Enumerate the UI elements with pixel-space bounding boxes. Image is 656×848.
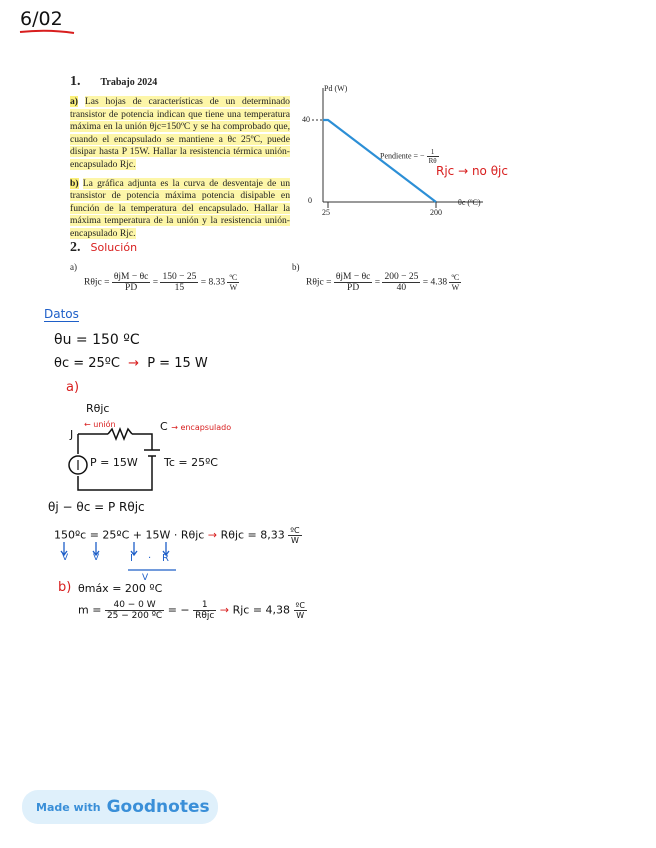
notes-line2: θc = 25ºC → P = 15 W bbox=[54, 356, 208, 371]
notes-datos-heading: Datos bbox=[44, 307, 79, 321]
graph-slope-label: Pendiente = − $\frac{1}{R\theta}$ bbox=[380, 148, 437, 165]
notes-b-line1: θmáx = 200 ºC bbox=[78, 582, 163, 595]
notes-eq2: 150ºc = 25ºC + 15W · Rθjc → Rθjc = 8,33 $\frac{\text{ºC}}{W}$ bbox=[54, 526, 300, 545]
problem-part-a: a) Las hojas de características de un determinado transistor de potencia indican que tiene una temperatura máxima en la unión θjc=150ºC y se ha comprobado que, cuando el encapsulado se mantiene a θc 25ºC, puede disipar hasta P 15W. Hallar la resistencia térmica unión-encapsulado Rjc. bbox=[70, 96, 290, 170]
eq-annotations bbox=[56, 540, 196, 580]
eq-i-label: I bbox=[130, 553, 133, 564]
page-label: 6/02 bbox=[20, 8, 63, 30]
solution-header: 2. Solución bbox=[70, 240, 138, 255]
graph-x-tick-200: 200 bbox=[430, 208, 442, 217]
notes-part-b: b) bbox=[58, 580, 72, 595]
problem-number: 1. bbox=[70, 74, 81, 89]
circuit-c-label: C → encapsulado bbox=[160, 420, 232, 433]
eq-v-label-1: V bbox=[62, 553, 69, 563]
graph-origin: 0 bbox=[308, 196, 312, 205]
badge-brand: Goodnotes bbox=[106, 797, 210, 817]
notes-eq1: θj − θc = P Rθjc bbox=[48, 500, 145, 514]
notes-part-a: a) bbox=[66, 380, 80, 395]
goodnotes-badge[interactable] bbox=[22, 790, 218, 824]
eq-dot-label: · bbox=[148, 553, 152, 564]
eq-v-label-2: V bbox=[93, 553, 100, 563]
circuit-r-label: Rθjc bbox=[86, 402, 110, 415]
circuit-j-label: J bbox=[70, 428, 74, 441]
problem-statement bbox=[70, 72, 290, 241]
solution-b-formula: Rθjc = $\frac{\text{θjM − θc}}{PD}$ = $\frac{200 - 25}{40}$ = 4.38 $\frac{\text{ºC}}{W}$ bbox=[306, 272, 460, 293]
graph-y-label: Pd (W) bbox=[324, 84, 348, 93]
badge-prefix: Made with bbox=[36, 800, 101, 814]
circuit-p-label: P = 15W bbox=[90, 456, 138, 469]
solution-b-label: b) bbox=[292, 262, 300, 272]
graph-x-tick-25: 25 bbox=[322, 208, 330, 217]
page-label-underline bbox=[18, 28, 78, 36]
problem-title: Trabajo 2024 bbox=[100, 77, 158, 88]
graph-x-label: θc (ºC) bbox=[458, 198, 481, 207]
eq-r-label: R bbox=[162, 553, 169, 564]
notes-line1: θu = 150 ºC bbox=[54, 332, 140, 348]
solution-a-label: a) bbox=[70, 262, 77, 272]
circuit-union-label: ← unión bbox=[84, 420, 116, 429]
graph-annotation: Rjc → no θjc bbox=[436, 164, 508, 178]
circuit-tc-label: Tc = 25ºC bbox=[164, 456, 218, 469]
solution-a-formula: Rθjc = $\frac{\text{θjM − θc}}{PD}$ = $\frac{150 - 25}{15}$ = 8.33 $\frac{\text{ºC}}{W}$ bbox=[84, 272, 238, 293]
graph-y-tick: 40 bbox=[302, 115, 310, 124]
eq-v-label-3: V bbox=[142, 573, 149, 583]
problem-part-b: b) La gráfica adjunta es la curva de desventaje de un transistor de potencia máxima potencia disipable en función de la temperatura del encapsulado. Hallar la máxima temperatura de la unión y la resistencia unión-encapsulado Rjc. bbox=[70, 177, 291, 239]
resistor-symbol bbox=[108, 429, 132, 439]
notes-b-slope: m = $\frac{40 - 0 W}{\text{25 − 200 ºC}}$ = − $\frac{1}{\text{Rθjc}}$ → Rjc = 4,38 $\frac{\text{ºC}}{W}$ bbox=[78, 600, 305, 621]
